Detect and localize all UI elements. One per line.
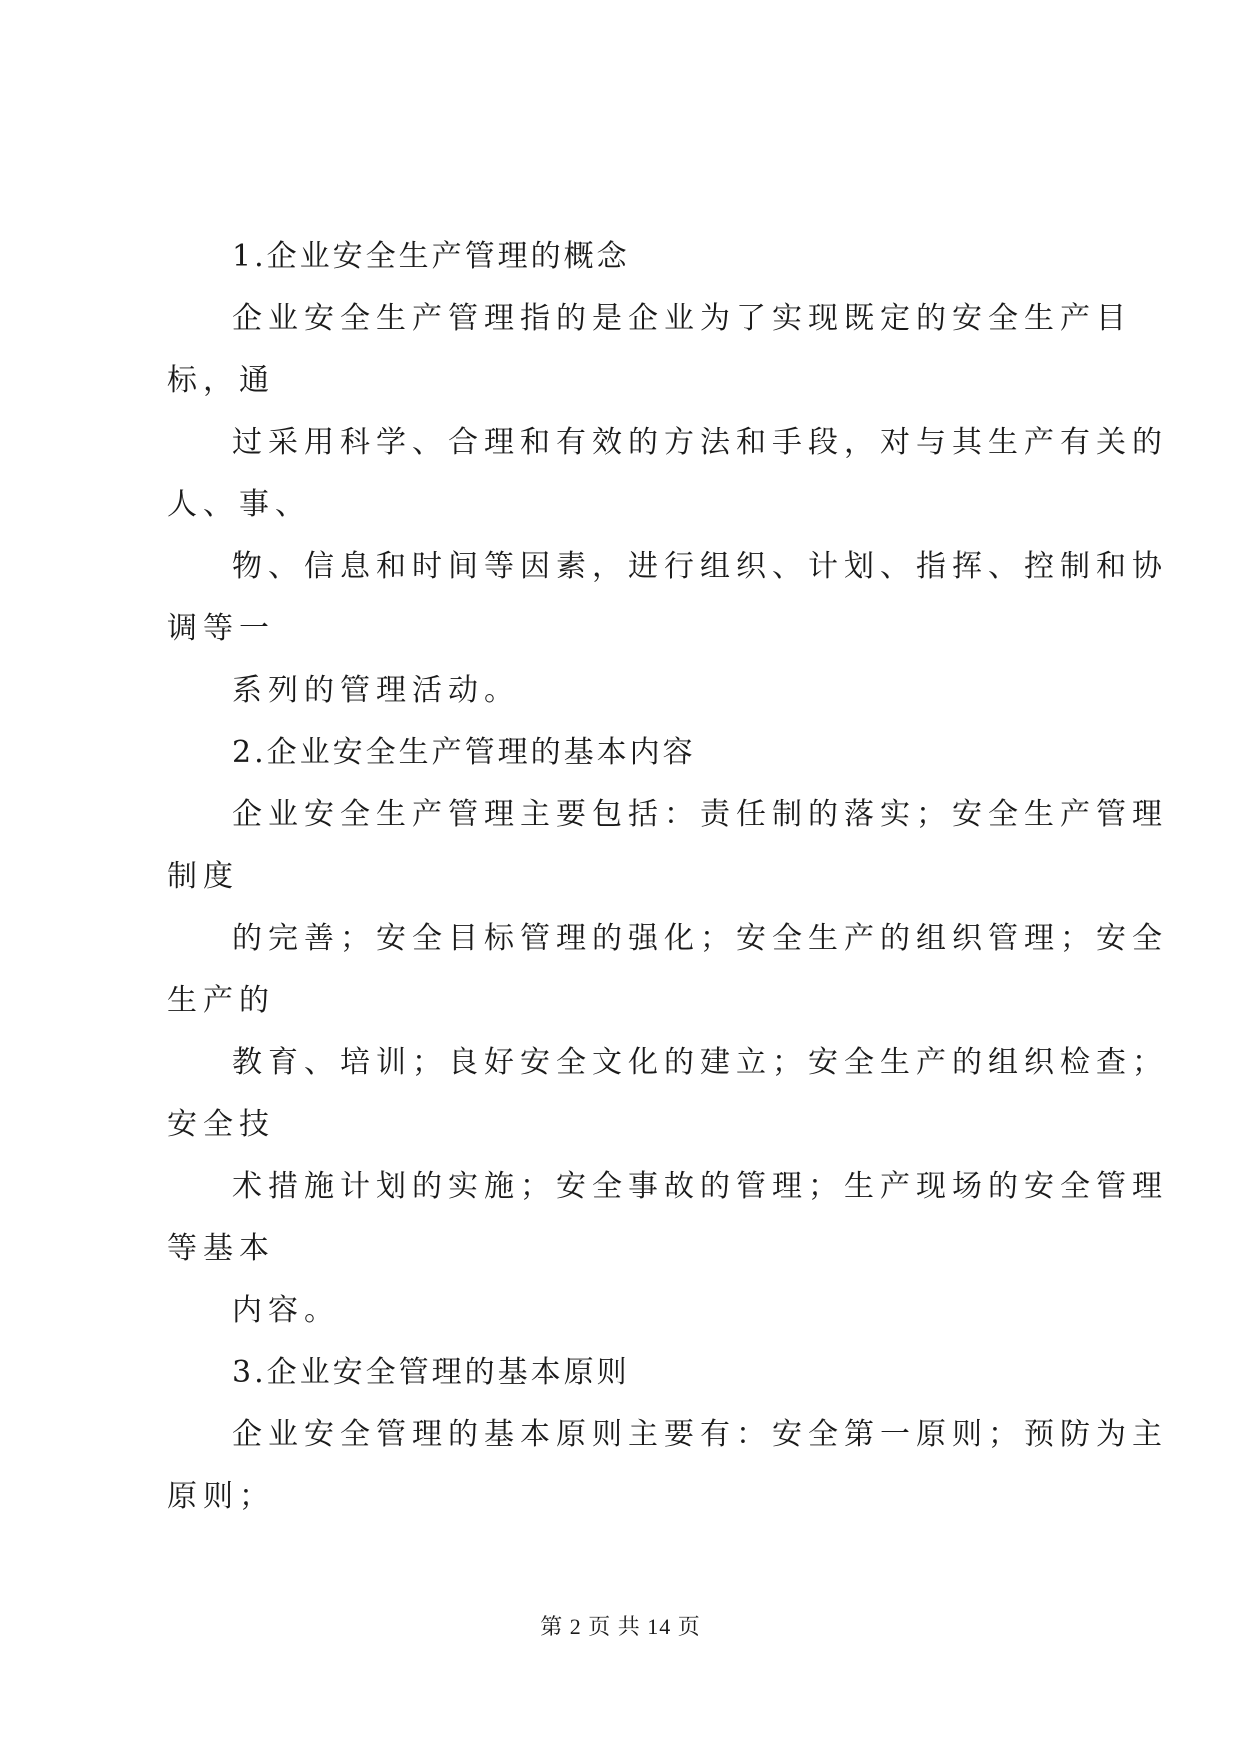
paragraph-line: 人、事、 bbox=[167, 487, 311, 522]
section-heading-2: 2.企业安全生产管理的基本内容 bbox=[232, 735, 696, 770]
paragraph-line: 标，通 bbox=[167, 363, 275, 398]
paragraph-line: 制度 bbox=[167, 859, 239, 894]
paragraph-line: 术措施计划的实施；安全事故的管理；生产现场的安全管理 bbox=[232, 1169, 1168, 1204]
paragraph-line: 物、信息和时间等因素，进行组织、计划、指挥、控制和协 bbox=[232, 549, 1168, 584]
paragraph-line: 教育、培训；良好安全文化的建立；安全生产的组织检查； bbox=[232, 1045, 1168, 1080]
paragraph-line: 企业安全管理的基本原则主要有：安全第一原则；预防为主 bbox=[232, 1417, 1168, 1452]
paragraph-line: 生产的 bbox=[167, 983, 275, 1018]
paragraph-line: 企业安全生产管理指的是企业为了实现既定的安全生产目 bbox=[232, 301, 1132, 336]
paragraph-line: 的完善；安全目标管理的强化；安全生产的组织管理；安全 bbox=[232, 921, 1168, 956]
paragraph-line: 企业安全生产管理主要包括：责任制的落实；安全生产管理 bbox=[232, 797, 1168, 832]
paragraph-line: 等基本 bbox=[167, 1231, 275, 1266]
paragraph-line: 过采用科学、合理和有效的方法和手段，对与其生产有关的 bbox=[232, 425, 1168, 460]
paragraph-line: 原则； bbox=[167, 1479, 275, 1514]
paragraph-line: 安全技 bbox=[167, 1107, 275, 1142]
page-number-footer: 第 2 页 共 14 页 bbox=[540, 1614, 701, 1639]
section-heading-3: 3.企业安全管理的基本原则 bbox=[232, 1355, 630, 1390]
paragraph-line: 调等一 bbox=[167, 611, 275, 646]
section-heading-1: 1.企业安全生产管理的概念 bbox=[232, 239, 630, 274]
paragraph-line: 内容。 bbox=[232, 1293, 340, 1328]
paragraph-line: 系列的管理活动。 bbox=[232, 673, 520, 708]
